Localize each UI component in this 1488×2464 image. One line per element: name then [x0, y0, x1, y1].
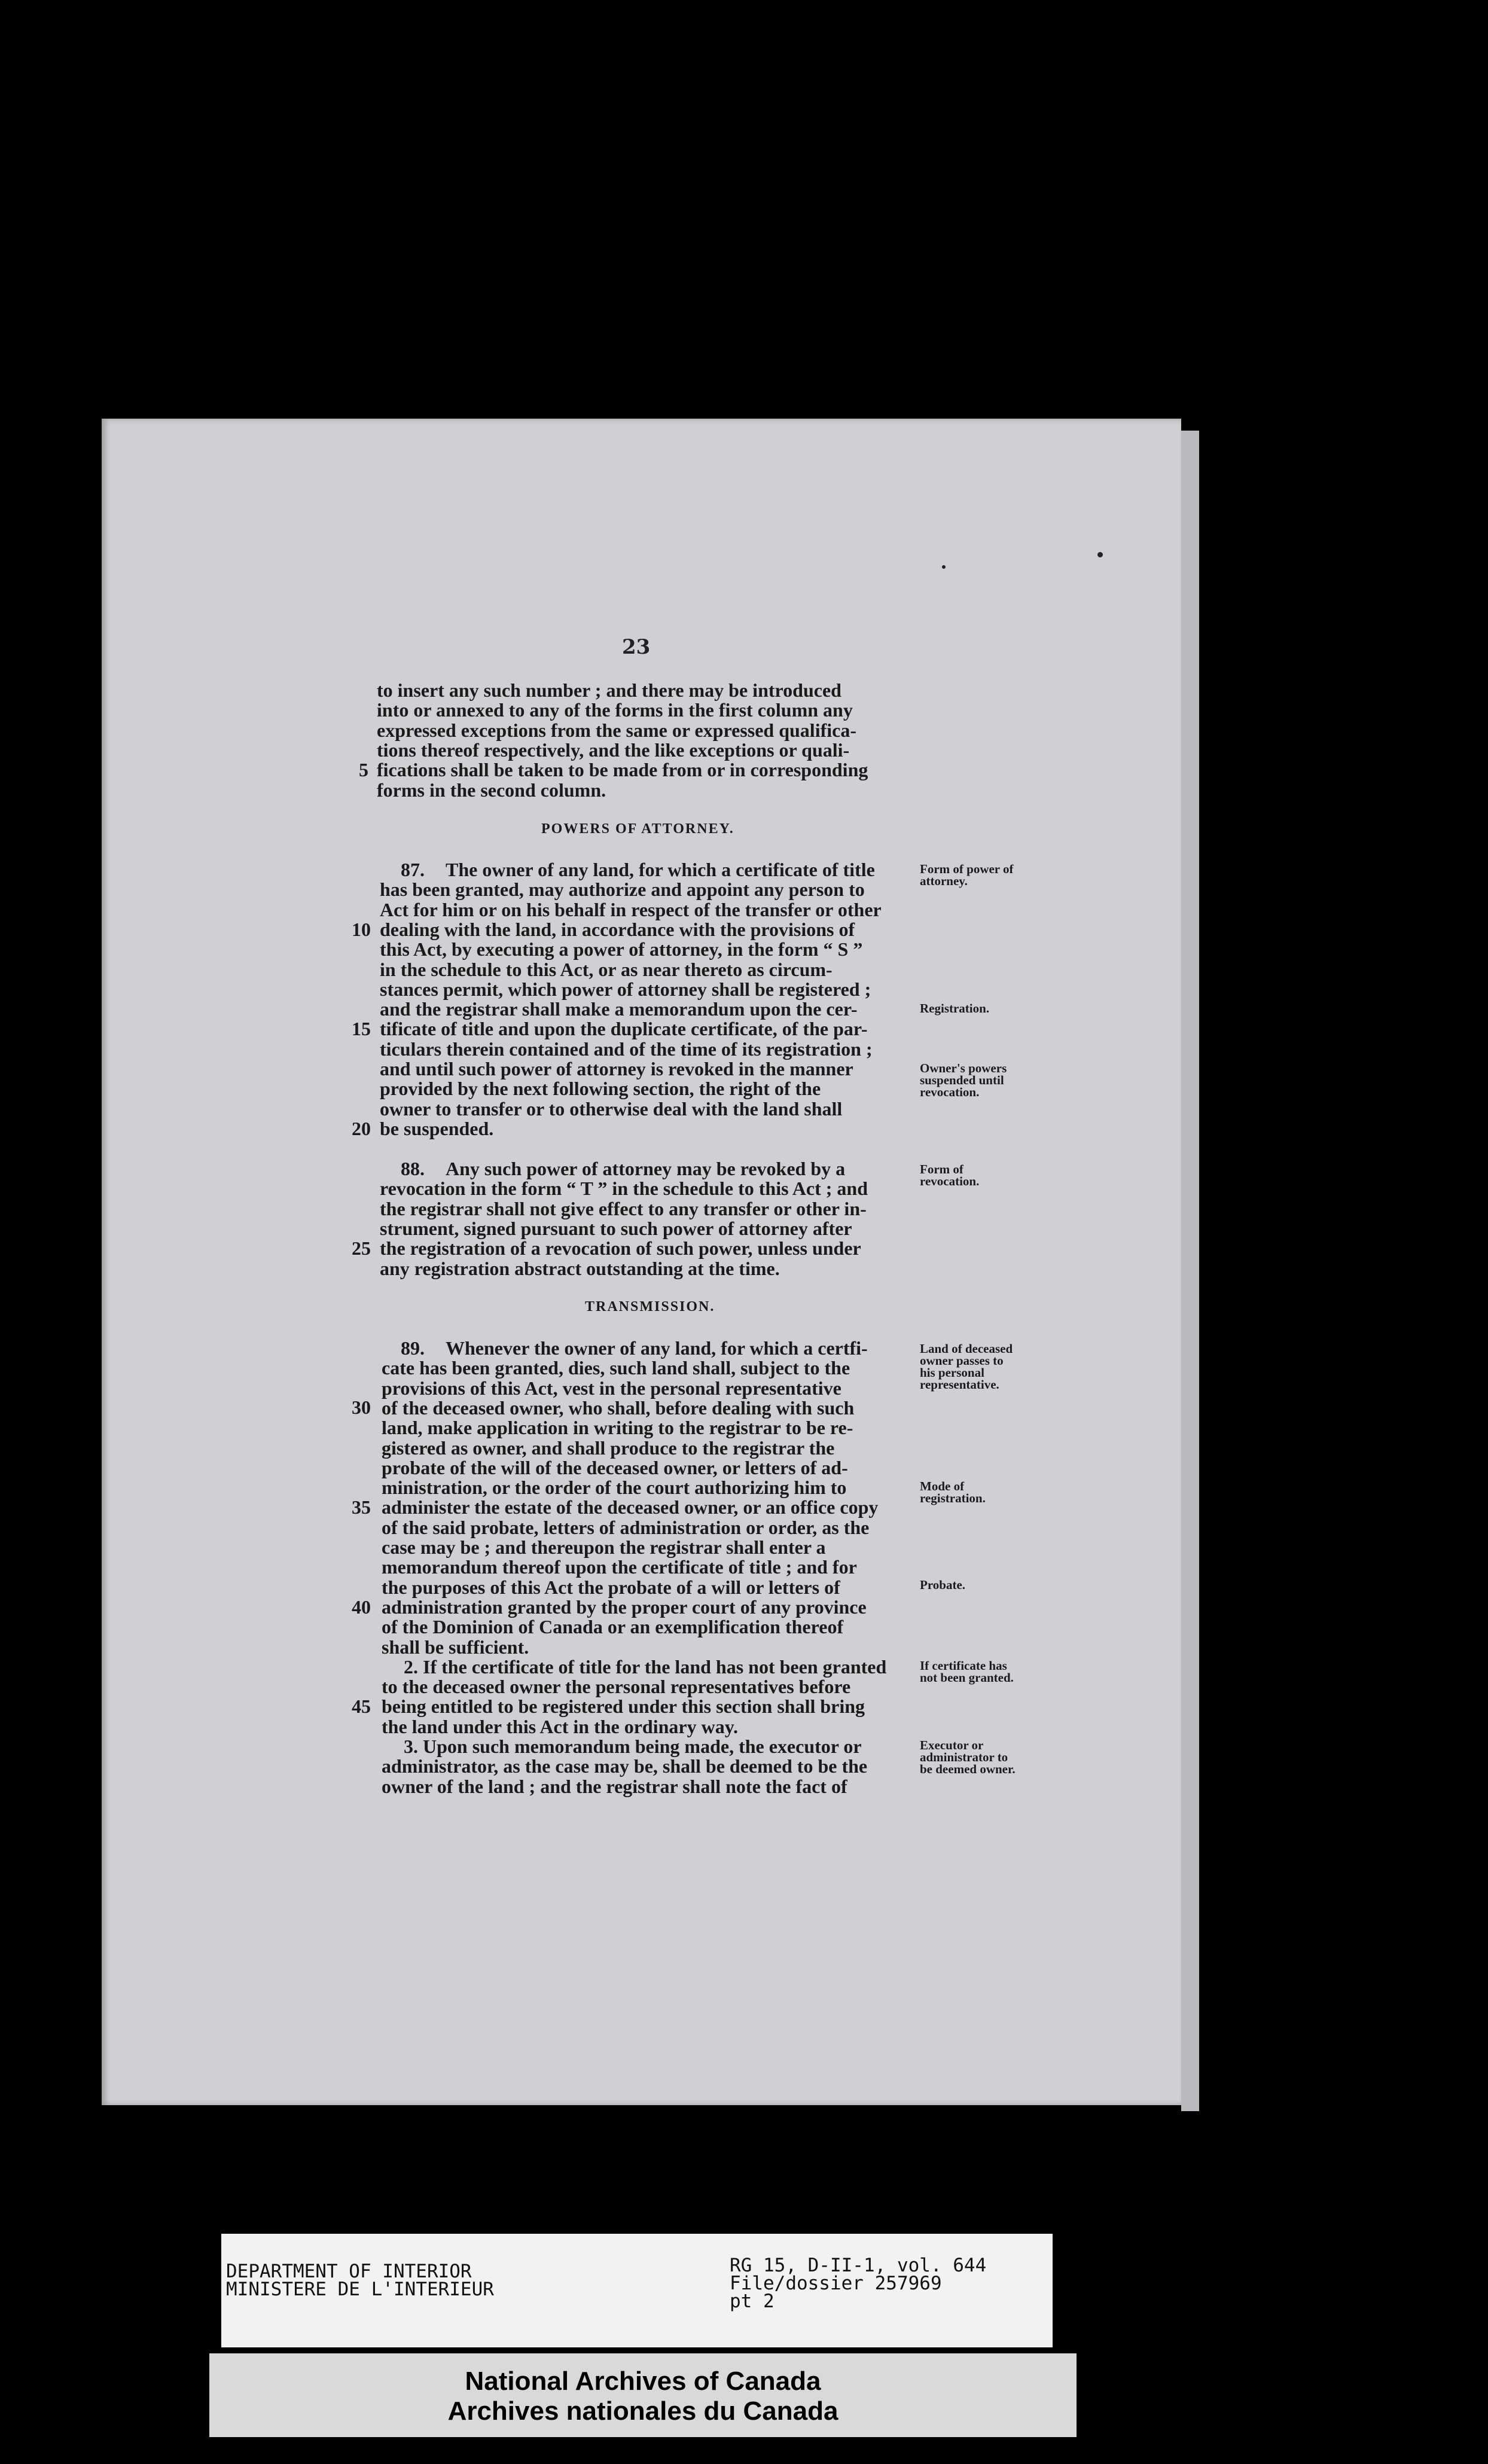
sidenote: Form of revocation. [920, 1162, 980, 1188]
heading-transmission: TRANSMISSION. [585, 1299, 715, 1315]
text-line: provisions of this Act, vest in the personal representative [382, 1377, 841, 1399]
section-number: 88. [401, 1158, 425, 1179]
sidenote: Land of deceased owner passes to his personal representative. [920, 1341, 1013, 1392]
text-line: stances permit, which power of attorney shall be registered ; [380, 978, 871, 1000]
text-line: ministration, or the order of the court authorizing him to [382, 1477, 847, 1499]
speck [942, 565, 946, 569]
line-number: 25 [352, 1237, 371, 1259]
text-line: any registration abstract outstanding at the time. [380, 1257, 780, 1279]
text-line: 2. If the certificate of title for the land has not been granted [404, 1655, 887, 1678]
text-line: forms in the second column. [377, 779, 606, 801]
text-line: provided by the next following section, the right of the [380, 1078, 821, 1100]
text-line: ticulars therein contained and of the time of its registration ; [380, 1038, 873, 1060]
text-line: being entitled to be registered under this section shall bring [382, 1695, 865, 1718]
text-line: dealing with the land, in accordance with the provisions of [380, 918, 855, 940]
line-number: 15 [352, 1018, 371, 1039]
text-line: into or annexed to any of the forms in the first column any [377, 699, 853, 721]
text-line: in the schedule to this Act, or as near thereto as circum- [380, 958, 833, 980]
reference-rg: RG 15, D-II-1, vol. 644 [730, 2255, 987, 2276]
line-number: 40 [352, 1596, 371, 1618]
text-line: owner of the land ; and the registrar shall note the fact of [382, 1775, 847, 1797]
text-line: The owner of any land, for which a certificate of title [446, 859, 875, 880]
heading-powers-of-attorney: POWERS OF ATTORNEY. [541, 821, 734, 837]
sidenote: Executor or administrator to be deemed owner. [920, 1738, 1016, 1776]
text-line: strument, signed pursuant to such power of attorney after [380, 1217, 852, 1239]
text-line: administrator, as the case may be, shall be deemed to be the [382, 1755, 868, 1777]
section-number: 87. [401, 859, 425, 880]
sidenote: Mode of registration. [920, 1479, 986, 1505]
sidenote: Owner's powers suspended until revocation. [920, 1061, 1007, 1099]
archives-fr: Archives nationales du Canada [447, 2396, 838, 2426]
text-line: probate of the will of the deceased owner, or letters of ad- [382, 1456, 848, 1478]
text-line: land, make application in writing to the registrar to be re- [382, 1417, 853, 1439]
text-line: 3. Upon such memorandum being made, the executor or [404, 1736, 862, 1757]
text-line: and until such power of attorney is revoked in the manner [380, 1058, 853, 1079]
text-line: of the said probate, letters of administration or order, as the [382, 1516, 870, 1538]
line-number: 30 [352, 1396, 371, 1418]
line-number: 35 [352, 1496, 371, 1518]
text-line: Whenever the owner of any land, for which a certfi- [446, 1337, 868, 1359]
text-line: administration granted by the proper court of any province [382, 1596, 867, 1618]
sidenote: If certificate has not been granted. [920, 1658, 1014, 1685]
text-line: has been granted, may authorize and appoint any person to [380, 879, 865, 901]
line-number: 5 [359, 759, 368, 780]
department-en: DEPARTMENT OF INTERIOR [226, 2261, 472, 2282]
text-line: to the deceased owner the personal representatives before [382, 1676, 851, 1698]
text-line: case may be ; and thereupon the registrar shall enter a [382, 1536, 826, 1558]
text-line: revocation in the form “ T ” in the schedule to this Act ; and [380, 1178, 868, 1200]
text-line: administer the estate of the deceased owner, or an office copy [382, 1496, 879, 1518]
archive-reference-label [221, 2234, 1053, 2347]
reference-file: File/dossier 257969 [730, 2273, 942, 2294]
text-line: this Act, by executing a power of attorney, in the form “ S ” [380, 938, 863, 960]
line-number: 45 [352, 1695, 371, 1717]
text-line: cate has been granted, dies, such land shall, subject to the [382, 1357, 850, 1379]
text-line: tions thereof respectively, and the like exceptions or quali- [377, 739, 850, 761]
text-line: memorandum thereof upon the certificate of title ; and for [382, 1556, 857, 1578]
text-line: and the registrar shall make a memorandum upon the cer- [380, 998, 858, 1020]
text-line: to insert any such number ; and there may be introduced [377, 679, 841, 701]
sidenote: Registration. [920, 1001, 990, 1016]
department-fr: MINISTERE DE L'INTERIEUR [226, 2279, 494, 2300]
line-number: 10 [352, 919, 371, 940]
text-line: the registrar shall not give effect to any transfer or other in- [380, 1197, 867, 1219]
text-line: Any such power of attorney may be revoked by a [446, 1158, 846, 1179]
text-line: the registration of a revocation of such power, unless under [380, 1237, 861, 1260]
text-line: fications shall be taken to be made from or in corresponding [377, 759, 868, 781]
speck [1097, 552, 1103, 557]
page-edge [1181, 431, 1199, 2111]
sidenote: Form of power of attorney. [920, 862, 1014, 888]
reference-part: pt 2 [730, 2291, 775, 2312]
text-line: of the Dominion of Canada or an exemplification thereof [382, 1616, 844, 1638]
page-number: 23 [622, 635, 651, 659]
text-line: owner to transfer or to otherwise deal with the land shall [380, 1097, 843, 1120]
text-line: of the deceased owner, who shall, before dealing with such [382, 1396, 855, 1419]
text-line: Act for him or on his behalf in respect of the transfer or other [380, 898, 882, 920]
text-line: be suspended. [380, 1117, 494, 1139]
archives-en: National Archives of Canada [465, 2367, 821, 2396]
text-line: tificate of title and upon the duplicate certificate, of the par- [380, 1018, 868, 1040]
reference-label [730, 2256, 986, 2310]
archives-banner [209, 2353, 1077, 2437]
text-line: gistered as owner, and shall produce to the registrar the [382, 1437, 835, 1459]
text-line: the purposes of this Act the probate of a will or letters of [382, 1576, 840, 1598]
text-line: shall be sufficient. [382, 1636, 529, 1658]
section-number: 89. [401, 1337, 425, 1359]
text-line: expressed exceptions from the same or expressed qualifica- [377, 719, 856, 741]
line-number: 20 [352, 1118, 371, 1139]
text-line: the land under this Act in the ordinary way. [382, 1715, 738, 1737]
sidenote: Probate. [920, 1578, 966, 1592]
department-label [226, 2262, 494, 2298]
